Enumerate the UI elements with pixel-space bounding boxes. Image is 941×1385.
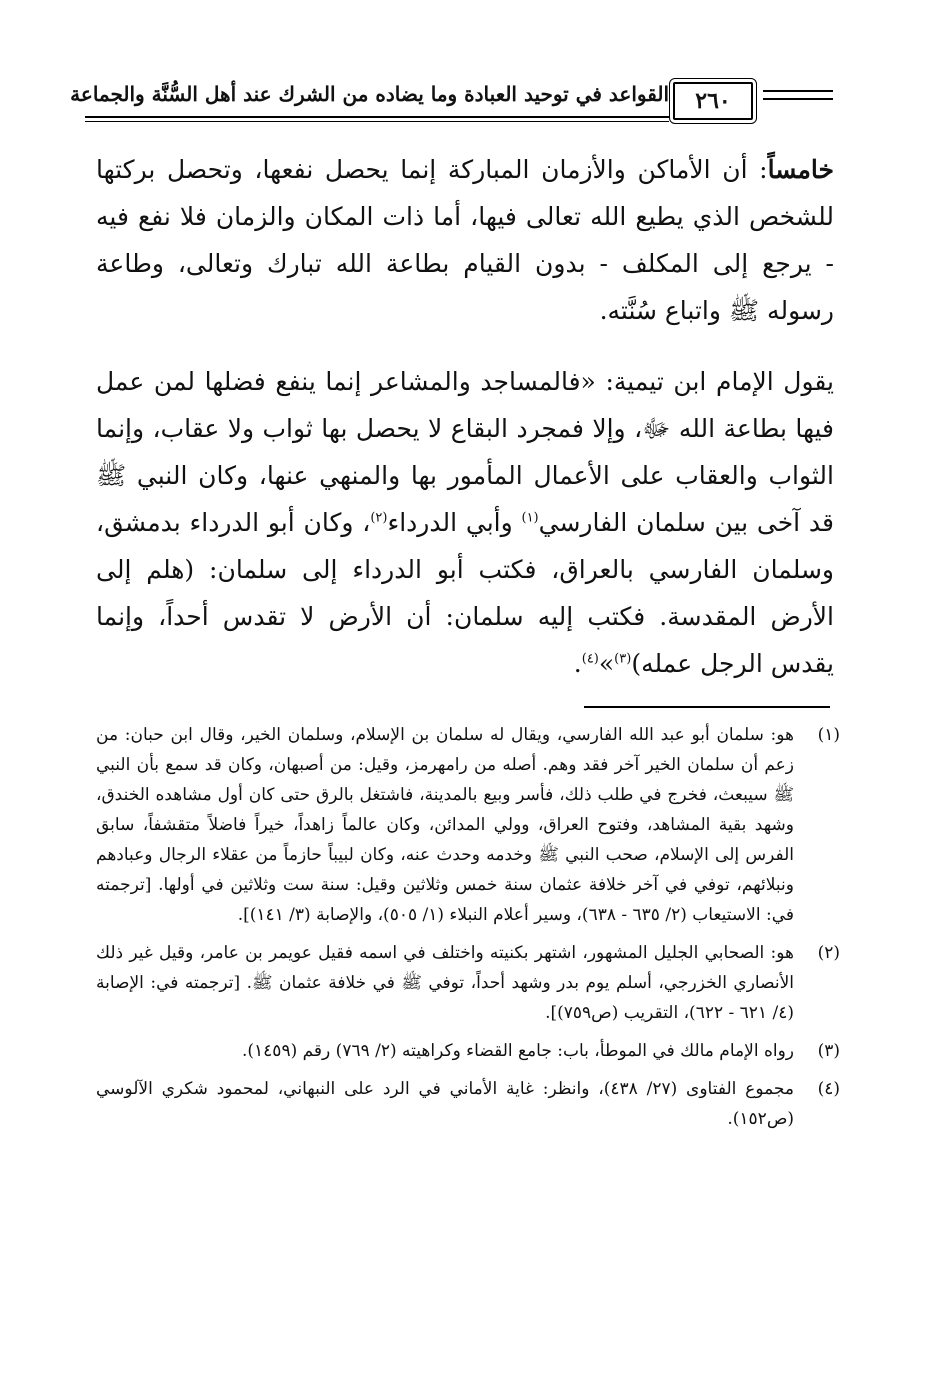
paragraph-2 bbox=[96, 358, 834, 687]
header-rule-bottom bbox=[85, 121, 669, 122]
footnote-number: (٤) bbox=[817, 1079, 840, 1099]
paragraph-2-end: . bbox=[573, 649, 582, 678]
header-title bbox=[70, 82, 669, 106]
footnote-ref-2[interactable]: (٢) bbox=[370, 510, 388, 526]
footnote-number: (٢) bbox=[817, 943, 840, 963]
footnote-text: رواه الإمام مالك في الموطأ، باب: جامع القضاء وكراهيته (٢/ ٧٦٩) رقم (١٤٥٩). bbox=[242, 1041, 794, 1061]
quote-close: » bbox=[598, 649, 615, 678]
footnote-number: (١) bbox=[817, 725, 840, 745]
running-header bbox=[70, 78, 841, 140]
paragraph-1 bbox=[96, 146, 834, 334]
footnote-ref-1[interactable]: (١) bbox=[521, 510, 539, 526]
header-ornament-lines bbox=[763, 90, 833, 104]
footnotes bbox=[96, 720, 840, 1142]
footnote-1 bbox=[96, 720, 840, 930]
paragraph-2-part-c: ، وكان أبو الدرداء بدمشق، وسلمان الفارسي بالعراق، فكتب أبو الدرداء إلى سلمان: (هلم إلى الأرض المقدسة. فكتب إليه سلمان: أن الأرض لا تقدس أحداً، وإنما يقدس الرجل عمله) bbox=[96, 508, 834, 678]
page-number: ٢٦٠ bbox=[673, 82, 753, 120]
header-subtitle: في توحيد العبادة وما يضاده من الشرك عند أهل السُّنَّة والجماعة bbox=[70, 82, 609, 106]
paragraph-1-text: : أن الأماكن والأزمان المباركة إنما يحصل نفعها، وتحصل بركتها للشخص الذي يطيع الله تعالى فيها، أما ذات المكان والزمان فلا نفع فيه - يرجع إلى المكلف - بدون القيام بطاعة الله تبارك وتعالى، وطاعة رسوله ﷺ واتباع سُنَّته. bbox=[96, 155, 834, 325]
footnote-2 bbox=[96, 938, 840, 1028]
footnote-text: مجموع الفتاوى (٢٧/ ٤٣٨)، وانظر: غاية الأماني في الرد على النبهاني، لمحمود شكري الآلوسي (ص١٥٢). bbox=[96, 1079, 795, 1129]
paragraph-1-lead: خامساً bbox=[767, 155, 834, 184]
paragraph-2-part-a: يقول الإمام ابن تيمية: «فالمساجد والمشاعر إنما ينفع فضلها لمن عمل فيها بطاعة الله ﷻ، وإلا فمجرد البقاع لا يحصل بها ثواب ولا عقاب، وإنما الثواب والعقاب على الأعمال المأمور بها والمنهي عنها، وكان النبي ﷺ قد آخى بين سلمان الفارسي bbox=[96, 367, 834, 537]
footnote-ref-4[interactable]: (٤) bbox=[581, 651, 599, 667]
header-brand: القواعد bbox=[608, 82, 669, 106]
footnote-separator bbox=[584, 706, 830, 708]
footnote-4 bbox=[96, 1074, 840, 1134]
footnote-text: هو: الصحابي الجليل المشهور، اشتهر بكنيته واختلف في اسمه فقيل عويمر بن عامر، وقيل غير ذلك الأنصاري الخزرجي، أسلم يوم بدر وشهد أحداً، توفي ﷺ في خلافة عثمان ﷺ. [ترجمته في: الإصابة (٤/ ٦٢١ - ٦٢٢)، التقريب (ص٧٥٩)]. bbox=[96, 943, 794, 1023]
footnote-number: (٣) bbox=[817, 1041, 840, 1061]
footnote-3 bbox=[96, 1036, 840, 1066]
header-rule-top bbox=[85, 116, 669, 118]
footnote-ref-3[interactable]: (٣) bbox=[614, 651, 632, 667]
main-text bbox=[96, 146, 834, 687]
paragraph-2-part-b: وأبي الدرداء bbox=[387, 508, 522, 537]
footnote-text: هو: سلمان أبو عبد الله الفارسي، ويقال له سلمان بن الإسلام، وسلمان الخير، وقال ابن حبان: من زعم أن سلمان الخير آخر فقد وهم. أصله من رامهرمز، وقيل: من أصبهان، وكان قد سمع بأن النبي ﷺ سيبعث، فخرج في طلب ذلك، فأسر وبيع بالمدينة، فاشتغل بالرق حتى كان أول مشاهده الخندق، وشهد بقية المشاهد، وفتوح العراق، وولي المدائن، وكان عالماً زاهداً، خيراً فاضلاً متقشفاً، سابق الفرس إلى الإسلام، صحب النبي ﷺ وخدمه وحدث عنه، وكان لبيباً حازماً من عقلاء الرجال وعبادهم ونبلائهم، توفي في آخر خلافة عثمان سنة خمس وثلاثين وقيل: سنة ست وثلاثين في أولها. [ترجمته في: الاستيعاب (٢/ ٦٣٥ - ٦٣٨)، وسير أعلام النبلاء (١/ ٥٠٥)، والإصابة (٣/ ١٤١)]. bbox=[96, 725, 794, 925]
